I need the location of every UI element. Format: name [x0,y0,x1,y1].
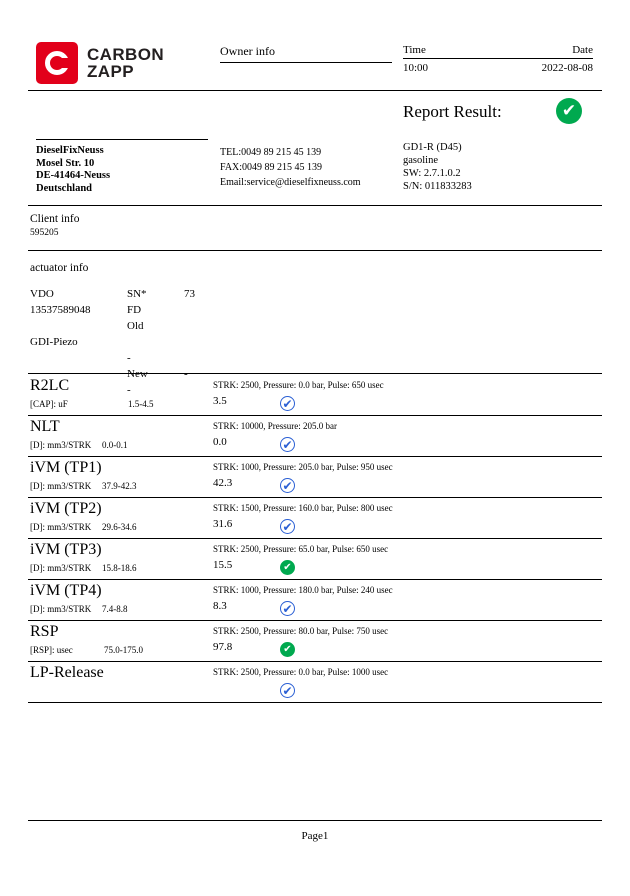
test-status-badge [280,560,295,575]
client-info-value: 595205 [30,228,59,238]
report-result-label: Report Result: [403,102,502,121]
actuator-cell [127,334,184,350]
time-value: 10:00 [403,62,429,74]
report-page [28,22,602,872]
test-unit: [D]: mm3/STRK [30,604,92,614]
page-number: Page1 [301,830,329,842]
brand-line1: CARBON [87,45,165,64]
check-icon: ✔ [282,437,293,452]
test-status-badge [280,642,295,657]
test-unit: [D]: mm3/STRK [30,440,92,450]
test-status-badge [280,519,295,534]
test-results-list [28,375,602,703]
test-unit: [D]: mm3/STRK [30,563,92,573]
test-conditions: STRK: 10000, Pressure: 205.0 bar [213,421,337,431]
check-icon: ✔ [283,561,292,573]
brand-logo [36,42,164,84]
test-range: 0.0-0.1 [102,440,128,450]
test-status-badge [280,601,295,616]
client-info-block [28,207,602,252]
owner-info-block [220,44,392,63]
test-value: 8.3 [213,600,227,612]
test-range: 15.8-18.6 [102,563,137,573]
actuator-cell [184,302,304,318]
actuator-cell [30,318,127,334]
test-range: 29.6-34.6 [102,522,137,532]
test-value: 0.0 [213,436,227,448]
test-row [28,375,602,416]
actuator-cell [184,318,304,334]
actuator-row [30,318,450,334]
owner-info-rule [220,62,392,63]
actuator-cell [184,334,304,350]
test-value: 3.5 [213,395,227,407]
actuator-cell: - [127,352,131,364]
actuator-info-label: actuator info [30,262,89,274]
device-sw: SW: 2.7.1.0.2 [403,168,461,179]
info-divider [28,205,602,206]
test-row [28,580,602,621]
test-unit: [D]: mm3/STRK [30,481,92,491]
actuator-cell: VDO [30,288,54,300]
actuator-cell: SN* [127,288,147,300]
result-band [28,90,602,139]
check-icon: ✔ [282,519,293,534]
test-value: 15.5 [213,559,233,571]
date-label: Date [572,44,593,56]
address-street: Mosel Str. 10 [36,157,95,169]
date-value: 2022-08-08 [541,62,593,74]
client-divider [28,250,602,251]
test-name: NLT [30,418,60,435]
actuator-row [30,286,450,302]
test-range: 1.5-4.5 [128,399,154,409]
device-sn: S/N: 011833283 [403,181,472,192]
test-conditions: STRK: 1500, Pressure: 160.0 bar, Pulse: 800 usec [213,503,393,513]
contact-email: Email:service@dieselfixneuss.com [220,177,361,188]
test-conditions: STRK: 1000, Pressure: 180.0 bar, Pulse: 240 usec [213,585,393,595]
footer-divider [28,820,602,821]
actuator-row [30,334,450,350]
actuator-row [30,350,450,366]
test-name: iVM (TP2) [30,500,102,517]
report-result-status-badge [556,98,582,124]
owner-info-label: Owner info [220,44,275,58]
test-status-badge [280,437,295,452]
address-name: DieselFixNeuss [36,145,104,156]
check-icon: ✔ [282,396,293,411]
actuator-cell: GDI-Piezo [30,336,78,348]
test-status-badge [280,478,295,493]
test-status-badge [280,396,295,411]
test-range: 75.0-175.0 [104,645,143,655]
test-name: iVM (TP1) [30,459,102,476]
info-band [28,139,602,207]
report-header [28,22,602,90]
test-name: LP-Release [30,664,104,681]
test-conditions: STRK: 1000, Pressure: 205.0 bar, Pulse: 950 usec [213,462,393,472]
check-icon: ✔ [283,643,292,655]
client-info-label: Client info [30,213,80,225]
test-conditions: STRK: 2500, Pressure: 80.0 bar, Pulse: 750 usec [213,626,389,636]
test-value: 42.3 [213,477,233,489]
test-name: iVM (TP4) [30,582,102,599]
actuator-cell: FD [127,304,142,316]
check-icon: ✔ [282,601,293,616]
brand-line2: ZAPP [87,62,134,81]
test-value: 31.6 [213,518,233,530]
test-conditions: STRK: 2500, Pressure: 0.0 bar, Pulse: 1000 usec [213,667,389,677]
test-name: RSP [30,623,59,640]
check-icon: ✔ [282,478,293,493]
test-row [28,539,602,580]
test-row [28,498,602,539]
address-city: DE-41464-Neuss [36,170,111,181]
device-info [403,141,472,193]
company-contact [220,145,361,190]
test-conditions: STRK: 2500, Pressure: 0.0 bar, Pulse: 650 usec [213,380,384,390]
brand-wordmark [87,46,164,80]
actuator-cell: 73 [184,288,195,300]
test-unit: [RSP]: usec [30,645,73,655]
time-label: Time [403,44,426,56]
test-row [28,662,602,703]
address-country: Deutschland [36,182,93,194]
actuator-cell: New [127,368,148,380]
actuator-cell: Old [127,320,144,332]
test-row [28,457,602,498]
device-fuel: gasoline [403,155,438,166]
test-range: 7.4-8.8 [102,604,128,614]
test-unit: [D]: mm3/STRK [30,522,92,532]
actuator-cell [30,350,127,366]
contact-fax: FAX:0049 89 215 45 139 [220,162,323,173]
actuator-cell [184,350,304,366]
actuator-row [30,302,450,318]
actuator-cell: - [184,368,188,380]
test-range: 37.9-42.3 [102,481,137,491]
test-value: 97.8 [213,641,233,653]
check-icon: ✔ [561,100,577,121]
address-divider [36,139,208,140]
test-status-badge [280,683,295,698]
actuator-divider [28,373,602,374]
check-icon: ✔ [282,683,293,698]
actuator-cell: 13537589048 [30,304,91,316]
time-date-block [403,44,593,74]
test-row [28,621,602,662]
company-address [36,145,110,195]
test-row [28,416,602,457]
test-name: iVM (TP3) [30,541,102,558]
contact-tel: TEL:0049 89 215 45 139 [220,147,322,158]
carbon-zapp-logo-icon [36,42,78,84]
test-conditions: STRK: 2500, Pressure: 65.0 bar, Pulse: 650 usec [213,544,389,554]
device-model: GD1-R (D45) [403,142,462,153]
actuator-cell: - [127,384,131,396]
test-unit: [CAP]: uF [30,399,68,409]
test-name: R2LC [30,377,70,394]
